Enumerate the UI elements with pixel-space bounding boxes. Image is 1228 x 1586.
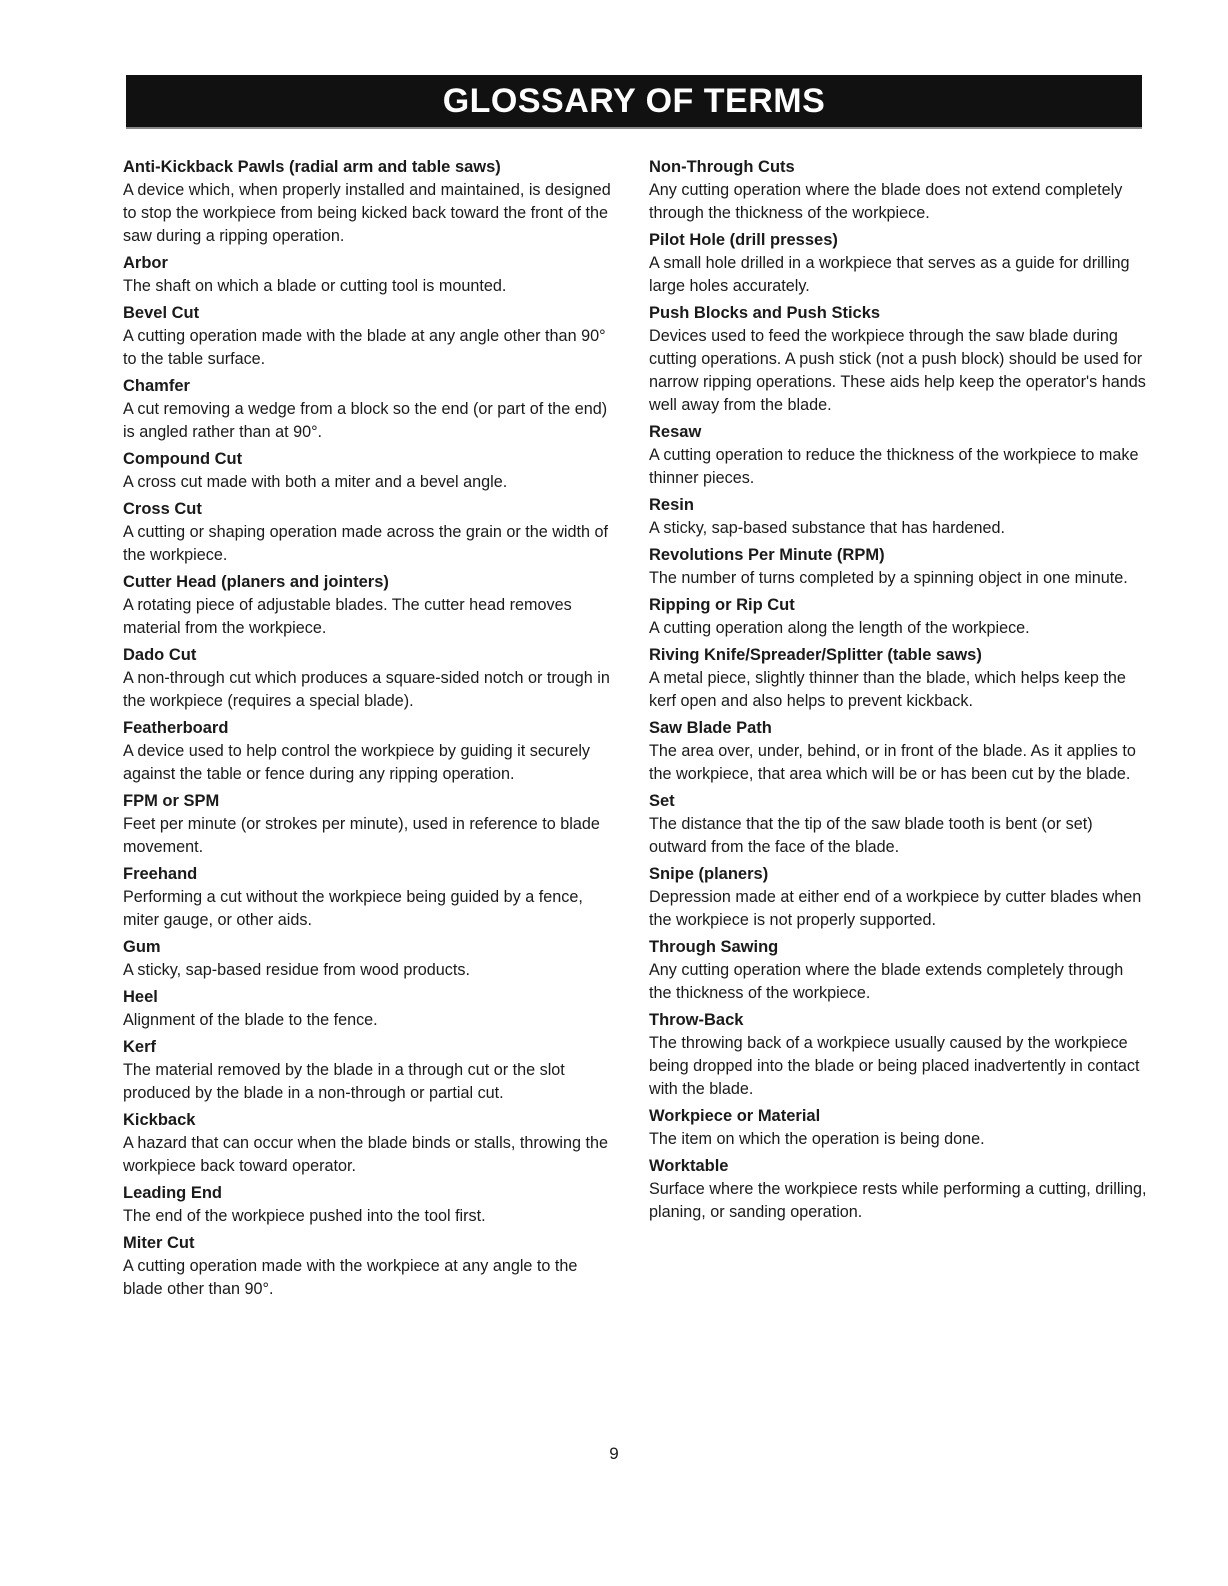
glossary-right-column	[649, 156, 1149, 1228]
glossary-left-column	[123, 156, 618, 1305]
glossary-definition: A sticky, sap-based residue from wood products.	[123, 961, 470, 979]
glossary-definition: The end of the workpiece pushed into the tool first.	[123, 1207, 486, 1225]
glossary-term: Bevel Cut	[123, 304, 200, 322]
glossary-term: Anti-Kickback Pawls (radial arm and table saws)	[123, 158, 501, 176]
glossary-term: Featherboard	[123, 719, 229, 737]
glossary-entry	[123, 936, 618, 982]
glossary-entry	[123, 571, 618, 640]
page-number: 9	[609, 1444, 619, 1463]
glossary-definition: The throwing back of a workpiece usually caused by the workpiece being dropped into the blade or being placed inadvertently in contact with the blade.	[649, 1034, 1140, 1098]
glossary-definition: Any cutting operation where the blade extends completely through the thickness of the workpiece.	[649, 961, 1124, 1002]
glossary-entry	[123, 644, 618, 713]
glossary-term: Resaw	[649, 423, 702, 441]
glossary-definition: A cutting operation along the length of the workpiece.	[649, 619, 1030, 637]
glossary-entry	[649, 644, 1149, 713]
glossary-definition: The number of turns completed by a spinning object in one minute.	[649, 569, 1128, 587]
glossary-term: Heel	[123, 988, 158, 1006]
glossary-entry	[649, 863, 1149, 932]
glossary-term: FPM or SPM	[123, 792, 220, 810]
glossary-definition: A non-through cut which produces a square-sided notch or trough in the workpiece (requires a special blade).	[123, 669, 610, 710]
glossary-term: Freehand	[123, 865, 198, 883]
glossary-definition: The item on which the operation is being done.	[649, 1130, 985, 1148]
glossary-entry	[123, 986, 618, 1032]
glossary-entry	[649, 494, 1149, 540]
glossary-entry	[649, 936, 1149, 1005]
glossary-entry	[123, 302, 618, 371]
glossary-definition: Surface where the workpiece rests while performing a cutting, drilling, planing, or sanding operation.	[649, 1180, 1147, 1221]
glossary-term: Chamfer	[123, 377, 190, 395]
glossary-definition: A device which, when properly installed and maintained, is designed to stop the workpiece from being kicked back toward the front of the saw during a ripping operation.	[123, 181, 611, 245]
glossary-definition: A hazard that can occur when the blade binds or stalls, throwing the workpiece back toward operator.	[123, 1134, 609, 1175]
glossary-term: Dado Cut	[123, 646, 197, 664]
glossary-definition: A metal piece, slightly thinner than the blade, which helps keep the kerf open and also helps to prevent kickback.	[649, 669, 1126, 710]
glossary-entry	[649, 1155, 1149, 1224]
glossary-term: Push Blocks and Push Sticks	[649, 304, 881, 322]
glossary-term: Gum	[123, 938, 161, 956]
glossary-definition: A cutting operation made with the workpiece at any angle to the blade other than 90°.	[123, 1257, 578, 1298]
glossary-term: Set	[649, 792, 675, 810]
glossary-term: Compound Cut	[123, 450, 243, 468]
glossary-entry	[123, 375, 618, 444]
glossary-term: Cutter Head (planers and jointers)	[123, 573, 389, 591]
glossary-definition: The area over, under, behind, or in front of the blade. As it applies to the workpiece, that area which will be or has been cut by the blade.	[649, 742, 1136, 783]
glossary-entry	[649, 544, 1149, 590]
glossary-entry	[123, 863, 618, 932]
glossary-term: Throw-Back	[649, 1011, 744, 1029]
glossary-entry	[123, 252, 618, 298]
glossary-entry	[123, 790, 618, 859]
glossary-term: Revolutions Per Minute (RPM)	[649, 546, 885, 564]
glossary-entry	[649, 421, 1149, 490]
glossary-entry	[123, 498, 618, 567]
glossary-entry	[123, 1232, 618, 1301]
glossary-entry	[123, 1036, 618, 1105]
glossary-entry	[123, 156, 618, 248]
glossary-definition: A cutting operation made with the blade at any angle other than 90° to the table surface.	[123, 327, 606, 368]
glossary-term: Resin	[649, 496, 694, 514]
glossary-definition: A rotating piece of adjustable blades. The cutter head removes material from the workpiece.	[123, 596, 572, 637]
glossary-term: Through Sawing	[649, 938, 779, 956]
glossary-entry	[123, 717, 618, 786]
glossary-term: Cross Cut	[123, 500, 202, 518]
glossary-definition: A cutting operation to reduce the thickness of the workpiece to make thinner pieces.	[649, 446, 1139, 487]
glossary-term: Kickback	[123, 1111, 196, 1129]
glossary-term: Miter Cut	[123, 1234, 195, 1252]
glossary-header-banner	[126, 75, 1142, 129]
glossary-definition: Performing a cut without the workpiece being guided by a fence, miter gauge, or other aids.	[123, 888, 583, 929]
glossary-entry	[649, 1009, 1149, 1101]
glossary-definition: A device used to help control the workpiece by guiding it securely against the table or fence during any ripping operation.	[123, 742, 591, 783]
glossary-entry	[649, 717, 1149, 786]
glossary-entry	[123, 1109, 618, 1178]
glossary-term: Pilot Hole (drill presses)	[649, 231, 838, 249]
glossary-entry	[649, 229, 1149, 298]
glossary-term: Saw Blade Path	[649, 719, 772, 737]
glossary-term: Arbor	[123, 254, 168, 272]
glossary-entry	[123, 448, 618, 494]
glossary-term: Kerf	[123, 1038, 157, 1056]
glossary-entry	[649, 594, 1149, 640]
page-title: GLOSSARY OF TERMS	[442, 81, 826, 120]
glossary-entry	[649, 156, 1149, 225]
glossary-term: Workpiece or Material	[649, 1107, 821, 1125]
glossary-definition: Feet per minute (or strokes per minute), used in reference to blade movement.	[123, 815, 600, 856]
glossary-definition: A cut removing a wedge from a block so the end (or part of the end) is angled rather than at 90°.	[123, 400, 608, 441]
glossary-definition: Alignment of the blade to the fence.	[123, 1011, 378, 1029]
glossary-term: Non-Through Cuts	[649, 158, 795, 176]
glossary-definition: Depression made at either end of a workpiece by cutter blades when the workpiece is not properly supported.	[649, 888, 1142, 929]
glossary-definition: Devices used to feed the workpiece through the saw blade during cutting operations. A push stick (not a push block) should be used for narrow ripping operations. These aids help keep the operator's hands well away from the blade.	[649, 327, 1146, 414]
glossary-definition: A cutting or shaping operation made across the grain or the width of the workpiece.	[123, 523, 609, 564]
glossary-definition: The material removed by the blade in a through cut or the slot produced by the blade in a non-through or partial cut.	[123, 1061, 565, 1102]
glossary-definition: A small hole drilled in a workpiece that serves as a guide for drilling large holes accurately.	[649, 254, 1130, 295]
glossary-entry	[649, 1105, 1149, 1151]
glossary-entry	[649, 790, 1149, 859]
glossary-definition: A cross cut made with both a miter and a bevel angle.	[123, 473, 508, 491]
glossary-entry	[649, 302, 1149, 417]
glossary-term: Leading End	[123, 1184, 222, 1202]
glossary-definition: The distance that the tip of the saw blade tooth is bent (or set) outward from the face of the blade.	[649, 815, 1093, 856]
glossary-term: Riving Knife/Spreader/Splitter (table saws)	[649, 646, 982, 664]
glossary-definition: The shaft on which a blade or cutting tool is mounted.	[123, 277, 507, 295]
glossary-definition: A sticky, sap-based substance that has hardened.	[649, 519, 1006, 537]
glossary-definition: Any cutting operation where the blade does not extend completely through the thickness of the workpiece.	[649, 181, 1123, 222]
glossary-term: Ripping or Rip Cut	[649, 596, 795, 614]
glossary-term: Worktable	[649, 1157, 729, 1175]
glossary-term: Snipe (planers)	[649, 865, 769, 883]
glossary-entry	[123, 1182, 618, 1228]
